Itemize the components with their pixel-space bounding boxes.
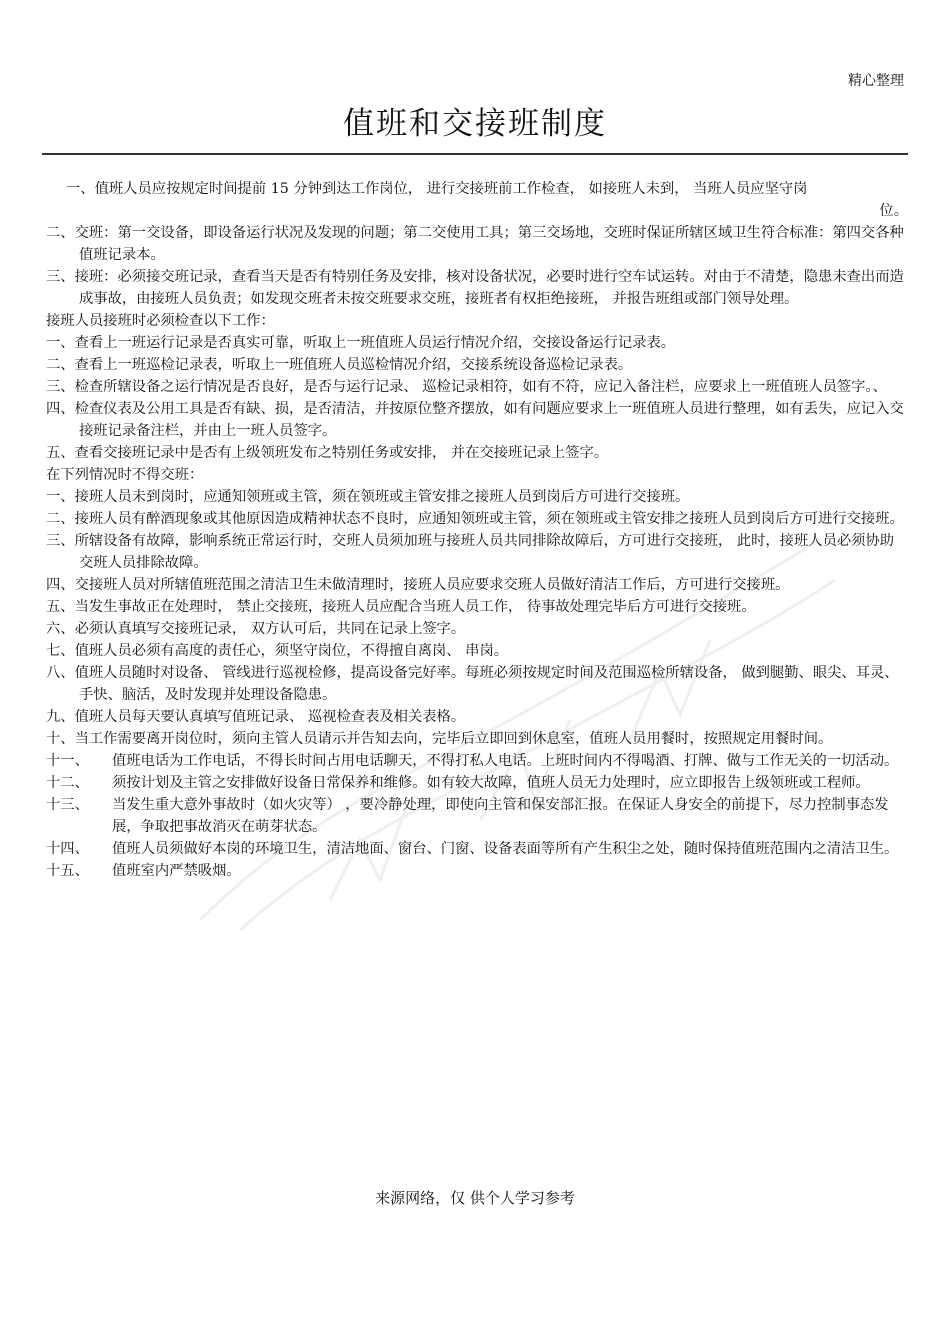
no-handover-item: 八、值班人员随时对设备、 管线进行巡视检修，提高设备完好率。每班必须按规定时间及范围巡检所辖设备， 做到腿勤、眼尖、耳灵、手快、脑活，及时发现并处理设备隐患。 (46, 665, 899, 703)
item-number: 十三、 (46, 797, 89, 813)
item-text: 值班室内严禁吸烟。 (112, 863, 241, 879)
rule-item-3: 三、接班：必须接交班记录，查看当天是否有特别任务及安排，核对设备状况，必要时进行空车试运转。对由于不清楚，隐患未查出而造成事故，由接班人员负责；如发现交班者未按交班要求交班，接班者有权拒绝接班， 并报告班组或部门领导处理。 (46, 269, 904, 307)
no-handover-wide-item (46, 794, 908, 838)
check-section-heading: 接班人员接班时必须检查以下工作： (46, 313, 275, 329)
check-item: 四、检查仪表及公用工具是否有缺、损，是否清洁，并按原位整齐摆放，如有问题应要求上一班值班人员进行整理，如有丢失，应记入交接班记录备注栏，并由上一班人员签字。 (46, 401, 904, 439)
no-handover-item: 一、接班人员未到岗时，应通知领班或主管，须在领班或主管安排之接班人员到岗后方可进行交接班。 (46, 489, 690, 505)
footer-note: 来源网络，仅 供个人学习参考 (375, 1189, 575, 1207)
no-handover-wide-item (46, 838, 908, 860)
item-text: 须按计划及主管之安排做好设备日常保养和维修。如有较大故障，值班人员无力处理时，应立即报告上级领班或工程师。 (112, 775, 870, 791)
header-note: 精心整理 (848, 73, 904, 89)
rule-item-1-main: 一、值班人员应按规定时间提前 15 分钟到达工作岗位， 进行交接班前工作检查， 如接班人未到， 当班人员应坚守岗 (66, 181, 808, 197)
no-handover-item: 九、值班人员每天要认真填写值班记录、 巡视检查表及相关表格。 (46, 709, 466, 725)
check-item: 三、检查所辖设备之运行情况是否良好，是否与运行记录、 巡检记录相符，如有不符，应记入备注栏，应要求上一班值班人员签字。、 (46, 379, 887, 395)
no-handover-wide-item (46, 750, 908, 772)
document-body (46, 178, 908, 882)
item-number: 十二、 (46, 775, 89, 791)
check-item: 二、查看上一班巡检记录表，听取上一班值班人员巡检情况介绍，交接系统设备巡检记录表。 (46, 357, 633, 373)
item-number: 十一、 (46, 753, 89, 769)
no-handover-item: 三、所辖设备有故障，影响系统正常运行时，交班人员须加班与接班人员共同排除故障后，方可进行交接班， 此时，接班人员必须协助交班人员排除故障。 (46, 533, 895, 571)
item-text: 值班电话为工作电话，不得长时间占用电话聊天，不得打私人电话。上班时间内不得喝酒、打牌、做与工作无关的一切活动。 (112, 753, 899, 769)
no-handover-item: 六、必须认真填写交接班记录， 双方认可后，共同在记录上签字。 (46, 621, 466, 637)
item-number: 十五、 (46, 863, 89, 879)
rule-item-2: 二、交班：第一交设备，即设备运行状况及发现的问题；第二交使用工具；第三交场地，交班时保证所辖区域卫生符合标准：第四交各种值班记录本。 (46, 225, 904, 263)
no-handover-wide-item (46, 860, 908, 882)
no-handover-item: 十、当工作需要离开岗位时，须向主管人员请示并告知去向，完毕后立即回到休息室，值班人员用餐时，按照规定用餐时间。 (46, 731, 833, 747)
no-handover-item: 五、当发生事故正在处理时， 禁止交接班，接班人员应配合当班人员工作， 待事故处理完毕后方可进行交接班。 (46, 599, 756, 615)
item-text: 当发生重大意外事故时（如火灾等） ，要冷静处理，即使向主管和保安部汇报。在保证人身安全的前提下，尽力控制事态发展，争取把事故消灭在萌芽状态。 (112, 797, 889, 835)
no-handover-item: 四、交接班人员对所辖值班范围之清洁卫生未做清理时，接班人员应要求交班人员做好清洁工作后，方可进行交接班。 (46, 577, 790, 593)
item-text: 值班人员须做好本岗的环境卫生，清洁地面、窗台、门窗、设备表面等所有产生积尘之处，随时保持值班范围内之清洁卫生。 (112, 841, 899, 857)
page-title: 值班和交接班制度 (343, 106, 607, 142)
no-handover-heading: 在下列情况时不得交班： (46, 467, 204, 483)
check-item: 一、查看上一班运行记录是否真实可靠，听取上一班值班人员运行情况介绍，交接设备运行记录表。 (46, 335, 676, 351)
item-number: 十四、 (46, 841, 89, 857)
no-handover-item: 七、值班人员必须有高度的责任心，须坚守岗位，不得擅自离岗、 串岗。 (46, 643, 509, 659)
no-handover-wide-item (46, 772, 908, 794)
rule-item-1 (46, 178, 908, 222)
title-divider (42, 153, 908, 155)
check-item: 五、查看交接班记录中是否有上级领班发布之特别任务或安排， 并在交接班记录上签字。 (46, 445, 609, 461)
rule-item-1-tail: 位。 (879, 203, 908, 219)
no-handover-item: 二、接班人员有醉酒现象或其他原因造成精神状态不良时，应通知领班或主管，须在领班或主管安排之接班人员到岗后方可进行交接班。 (46, 511, 904, 527)
